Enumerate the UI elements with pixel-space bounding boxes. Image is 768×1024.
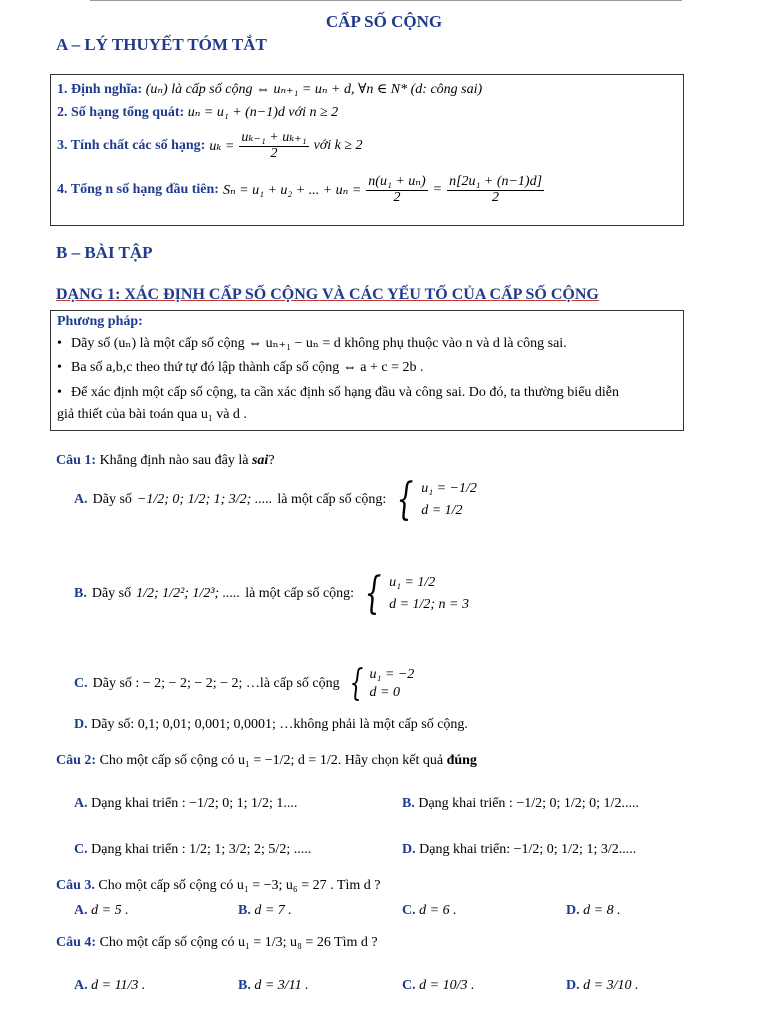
section-a-heading: A – LÝ THUYẾT TÓM TẮT [56,35,267,54]
property-tail: với k ≥ 2 [313,138,363,154]
question-1: Câu 1: Khẳng định nào sau đây là sai? [56,453,275,468]
q2-option-c[interactable]: C. Dạng khai triển : 1/2; 1; 3/2; 2; 5/2; ..... [74,842,312,857]
q3-option-c[interactable]: C. d = 6 . [402,903,457,918]
question-4: Câu 4: Cho một cấp số cộng có u₁ = 1/3; u₈ = 26 Tìm d ? [56,935,378,950]
sum-equals: = [432,182,443,198]
question-2-emphasis: đúng [446,753,477,768]
question-2-label: Câu 2: [56,753,97,768]
method-box [50,310,684,431]
q2-option-a[interactable]: A. Dạng khai triển : −1/2; 0; 1; 1/2; 1.... [74,796,298,811]
theory-box [50,74,684,226]
method-bullet-2: • Ba số a,b,c theo thứ tự đó lập thành cấp số cộng ⇔ a + c = 2b . [57,360,424,375]
q3-option-d[interactable]: D. d = 8 . [566,903,621,918]
property-line [57,131,363,161]
question-4-label: Câu 4: [56,935,97,950]
q1-a-system: { u₁ = −1/2 d = 1/2 [396,474,477,525]
sum-lhs: Sₙ = u₁ + u₂ + ... + uₙ = [222,182,362,198]
q1-b-sequence: 1/2; 1/2²; 1/2³; ..... [136,586,241,601]
method-bullet-3-cont: giả thiết của bài toán qua u₁ và d . [57,407,247,422]
q4-option-c[interactable]: C. d = 10/3 . [402,978,475,993]
definition-line [57,81,482,98]
q3-option-a[interactable]: A. d = 5 . [74,903,129,918]
q4-option-b[interactable]: B. d = 3/11 . [238,978,309,993]
q2-option-b[interactable]: B. Dạng khai triển : −1/2; 0; 1/2; 0; 1/2..... [402,796,639,811]
q1-b-system: { u₁ = 1/2 d = 1/2; n = 3 [364,568,470,619]
q4-option-d[interactable]: D. d = 3/10 . [566,978,639,993]
sum-fraction-1: $\frac{\text{n(u₁ + uₙ)}}{2}$ [368,174,426,205]
q4-option-a[interactable]: A. d = 11/3 . [74,978,146,993]
top-rule [90,0,682,1]
q1-c-system: { u₁ = −2 d = 0 [349,663,415,704]
q1-option-a[interactable]: A. Dãy số −1/2; 0; 1/2; 1; 3/2; ..... là một cấp số cộng: { u₁ = −1/2 d = 1/2 [74,474,477,525]
q3-option-b[interactable]: B. d = 7 . [238,903,292,918]
general-term-label: 2. Số hạng tổng quát: [57,105,185,120]
general-term-text: uₙ = u₁ + (n−1)d với n ≥ 2 [187,105,339,120]
question-2: Câu 2: Cho một cấp số cộng có u₁ = −1/2; d = 1/2. Hãy chọn kết quả đúng [56,753,477,768]
question-3: Câu 3. Cho một cấp số cộng có u₁ = −3; u₆ = 27 . Tìm d ? [56,878,381,893]
property-lhs: uₖ = [209,138,235,154]
property-fraction: $\frac{\text{uₖ₋₁ + uₖ₊₁}}{2}$ [241,130,307,161]
question-1-emphasis: sai [251,453,269,468]
type-1-heading: DẠNG 1: XÁC ĐỊNH CẤP SỐ CỘNG VÀ CÁC YẾU TỐ CỦA CẤP SỐ CỘNG [56,286,599,303]
method-label: Phương pháp: [57,314,143,329]
page-title: CẤP SỐ CỘNG [325,12,443,31]
q1-option-d[interactable]: D. Dãy số: 0,1; 0,01; 0,001; 0,0001; …không phải là một cấp số cộng. [74,717,468,732]
method-bullet-1: • Dãy số (uₙ) là một cấp số cộng ⇔ uₙ₊₁ − uₙ = d không phụ thuộc vào n và d là công sai. [57,336,567,351]
q1-option-c[interactable]: C. Dãy số : − 2; − 2; − 2; − 2; …là cấp số cộng { u₁ = −2 d = 0 [74,663,415,704]
sum-label: 4. Tổng n số hạng đầu tiên: [57,182,219,198]
method-bullet-3: • Để xác định một cấp số cộng, ta cần xác định số hạng đầu và công sai. Do đó, ta thường biểu diễn [57,385,620,400]
definition-text: (uₙ) là cấp số cộng ⇔ uₙ₊₁ = uₙ + d, ∀n ∈ N* (d: công sai) [145,82,483,97]
section-b-heading: B – BÀI TẬP [56,243,153,262]
q2-option-d[interactable]: D. Dạng khai triển: −1/2; 0; 1/2; 1; 3/2..... [402,842,637,857]
property-label: 3. Tính chất các số hạng: [57,138,206,154]
sum-fraction-2: $\frac{\text{n[2u₁ + (n−1)d]}}{2}$ [449,174,543,205]
question-1-label: Câu 1: [56,453,97,468]
general-term-line [57,104,338,121]
definition-label: 1. Định nghĩa: [57,82,143,97]
q1-a-sequence: −1/2; 0; 1/2; 1; 3/2; ..... [136,492,273,507]
sum-line [57,175,545,205]
question-3-label: Câu 3. [56,878,95,893]
q1-option-b[interactable]: B. Dãy số 1/2; 1/2²; 1/2³; ..... là một cấp số cộng: { u₁ = 1/2 d = 1/2; n = 3 [74,568,470,619]
